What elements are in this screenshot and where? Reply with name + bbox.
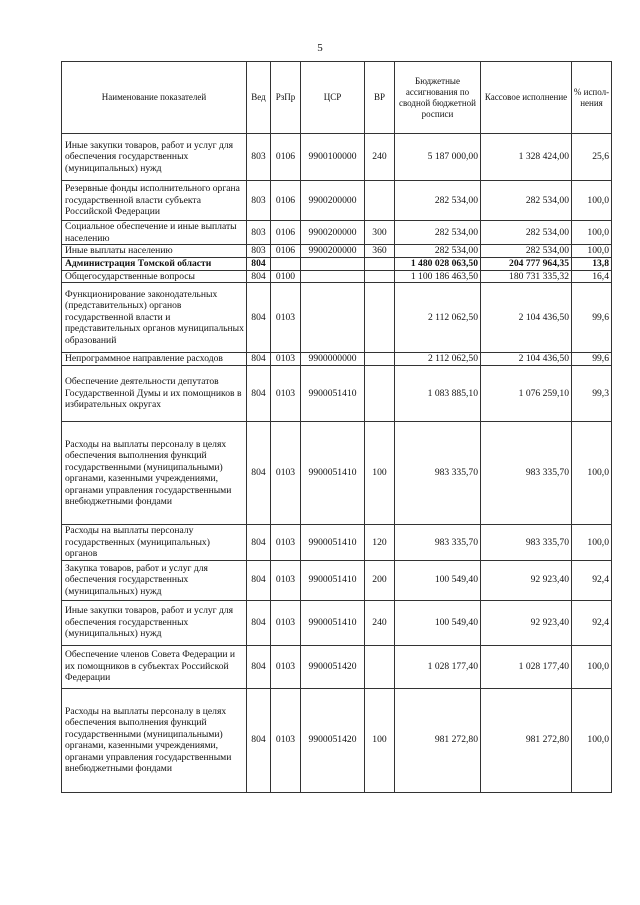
- cell-cash: 983 335,70: [481, 422, 572, 525]
- cell-vr: [365, 645, 395, 688]
- cell-rzpr: 0103: [271, 525, 301, 561]
- cell-budget: 983 335,70: [395, 525, 481, 561]
- cell-csr: 9900051420: [301, 645, 365, 688]
- cell-pct: 25,6: [572, 134, 612, 181]
- header-pct: % испол-нения: [572, 62, 612, 134]
- cell-cash: 180 731 335,32: [481, 270, 572, 283]
- cell-csr: 9900100000: [301, 134, 365, 181]
- table-body: [62, 134, 612, 793]
- cell-vr: [365, 181, 395, 221]
- cell-vr: [365, 257, 395, 270]
- cell-ved: 804: [247, 366, 271, 422]
- table-row: [62, 560, 612, 600]
- table-header-row: [62, 62, 612, 134]
- cell-pct: 99,6: [572, 283, 612, 353]
- cell-rzpr: 0103: [271, 283, 301, 353]
- cell-pct: 100,0: [572, 245, 612, 258]
- cell-budget: 282 534,00: [395, 181, 481, 221]
- table-row: [62, 283, 612, 353]
- cell-pct: 100,0: [572, 645, 612, 688]
- cell-ved: 803: [247, 181, 271, 221]
- cell-cash: 282 534,00: [481, 221, 572, 245]
- cell-rzpr: [271, 257, 301, 270]
- cell-ved: 804: [247, 560, 271, 600]
- cell-name: Иные закупки товаров, работ и услуг для обеспечения государственных (муниципальных) нужд: [62, 134, 247, 181]
- cell-budget: 1 083 885,10: [395, 366, 481, 422]
- cell-name: Расходы на выплаты персоналу государственных (муниципальных) органов: [62, 525, 247, 561]
- header-name: Наименование показателей: [62, 62, 247, 134]
- cell-rzpr: 0100: [271, 270, 301, 283]
- cell-budget: 981 272,80: [395, 688, 481, 792]
- cell-ved: 803: [247, 221, 271, 245]
- cell-pct: 99,6: [572, 353, 612, 366]
- cell-csr: [301, 283, 365, 353]
- cell-name: Общегосударственные вопросы: [62, 270, 247, 283]
- cell-pct: 16,4: [572, 270, 612, 283]
- page-number: 5: [317, 42, 323, 54]
- cell-rzpr: 0103: [271, 366, 301, 422]
- cell-cash: 92 923,40: [481, 560, 572, 600]
- table-row: [62, 270, 612, 283]
- cell-vr: 100: [365, 688, 395, 792]
- table-row: [62, 688, 612, 792]
- cell-budget: 282 534,00: [395, 221, 481, 245]
- cell-pct: 100,0: [572, 221, 612, 245]
- cell-name: Резервные фонды исполнительного органа государственной власти субъекта Российской Федерации: [62, 181, 247, 221]
- cell-budget: 1 480 028 063,50: [395, 257, 481, 270]
- cell-csr: 9900051410: [301, 600, 365, 645]
- table-row: [62, 134, 612, 181]
- header-vr: ВР: [365, 62, 395, 134]
- cell-name: Обеспечение деятельности депутатов Государственной Думы и их помощников в избирательных округах: [62, 366, 247, 422]
- cell-ved: 804: [247, 422, 271, 525]
- cell-cash: 2 104 436,50: [481, 283, 572, 353]
- cell-cash: 1 076 259,10: [481, 366, 572, 422]
- cell-pct: 100,0: [572, 181, 612, 221]
- cell-budget: 100 549,40: [395, 560, 481, 600]
- cell-ved: 804: [247, 270, 271, 283]
- cell-cash: 983 335,70: [481, 525, 572, 561]
- cell-ved: 804: [247, 688, 271, 792]
- cell-cash: 282 534,00: [481, 245, 572, 258]
- cell-vr: 200: [365, 560, 395, 600]
- cell-budget: 282 534,00: [395, 245, 481, 258]
- cell-name: Иные закупки товаров, работ и услуг для обеспечения государственных (муниципальных) нужд: [62, 600, 247, 645]
- cell-cash: 204 777 964,35: [481, 257, 572, 270]
- cell-csr: [301, 257, 365, 270]
- header-cash: Кассовое исполнение: [481, 62, 572, 134]
- cell-name: Непрограммное направление расходов: [62, 353, 247, 366]
- cell-csr: 9900200000: [301, 221, 365, 245]
- cell-rzpr: 0106: [271, 134, 301, 181]
- table-row: [62, 525, 612, 561]
- cell-vr: 360: [365, 245, 395, 258]
- cell-vr: [365, 283, 395, 353]
- table-row: [62, 257, 612, 270]
- cell-rzpr: 0103: [271, 560, 301, 600]
- cell-cash: 282 534,00: [481, 181, 572, 221]
- cell-csr: 9900051410: [301, 366, 365, 422]
- cell-budget: 983 335,70: [395, 422, 481, 525]
- cell-csr: 9900051420: [301, 688, 365, 792]
- cell-budget: 1 100 186 463,50: [395, 270, 481, 283]
- cell-vr: 240: [365, 134, 395, 181]
- table-row: [62, 600, 612, 645]
- cell-name: Расходы на выплаты персоналу в целях обеспечения выполнения функций государственными (муниципальными) органами, казенными учреждениями, органами управления государственными внебюджетными фондами: [62, 422, 247, 525]
- table-row: [62, 422, 612, 525]
- cell-csr: [301, 270, 365, 283]
- cell-name: Социальное обеспечение и иные выплаты населению: [62, 221, 247, 245]
- table-row: [62, 353, 612, 366]
- cell-pct: 13,8: [572, 257, 612, 270]
- cell-csr: 9900200000: [301, 245, 365, 258]
- cell-cash: 981 272,80: [481, 688, 572, 792]
- cell-cash: 2 104 436,50: [481, 353, 572, 366]
- cell-vr: [365, 353, 395, 366]
- cell-budget: 100 549,40: [395, 600, 481, 645]
- table-row: [62, 181, 612, 221]
- header-csr: ЦСР: [301, 62, 365, 134]
- cell-rzpr: 0103: [271, 422, 301, 525]
- cell-rzpr: 0106: [271, 181, 301, 221]
- header-ved: Вед: [247, 62, 271, 134]
- cell-pct: 99,3: [572, 366, 612, 422]
- cell-name: Обеспечение членов Совета Федерации и их помощников в субъектах Российской Федерации: [62, 645, 247, 688]
- cell-name: Администрация Томской области: [62, 257, 247, 270]
- cell-vr: 120: [365, 525, 395, 561]
- cell-csr: 9900051410: [301, 422, 365, 525]
- cell-pct: 100,0: [572, 688, 612, 792]
- cell-budget: 2 112 062,50: [395, 283, 481, 353]
- cell-ved: 804: [247, 645, 271, 688]
- cell-vr: [365, 366, 395, 422]
- cell-name: Закупка товаров, работ и услуг для обеспечения государственных (муниципальных) нужд: [62, 560, 247, 600]
- header-budget: Бюджетные ассигнования по сводной бюджетной росписи: [395, 62, 481, 134]
- cell-name: Иные выплаты населению: [62, 245, 247, 258]
- cell-pct: 92,4: [572, 600, 612, 645]
- cell-csr: 9900051410: [301, 560, 365, 600]
- cell-ved: 803: [247, 245, 271, 258]
- cell-vr: 240: [365, 600, 395, 645]
- cell-ved: 804: [247, 600, 271, 645]
- cell-ved: 803: [247, 134, 271, 181]
- cell-rzpr: 0103: [271, 353, 301, 366]
- cell-csr: 9900000000: [301, 353, 365, 366]
- budget-table: [61, 61, 612, 793]
- cell-rzpr: 0103: [271, 645, 301, 688]
- cell-ved: 804: [247, 353, 271, 366]
- cell-pct: 92,4: [572, 560, 612, 600]
- cell-vr: 100: [365, 422, 395, 525]
- cell-vr: 300: [365, 221, 395, 245]
- cell-cash: 1 028 177,40: [481, 645, 572, 688]
- header-rzpr: РзПр: [271, 62, 301, 134]
- cell-name: Функционирование законодательных (представительных) органов государственной власти и представительных органов муниципальных образований: [62, 283, 247, 353]
- cell-rzpr: 0106: [271, 221, 301, 245]
- table-row: [62, 221, 612, 245]
- table-row: [62, 366, 612, 422]
- cell-budget: 5 187 000,00: [395, 134, 481, 181]
- cell-ved: 804: [247, 257, 271, 270]
- cell-rzpr: 0103: [271, 688, 301, 792]
- cell-pct: 100,0: [572, 422, 612, 525]
- cell-ved: 804: [247, 283, 271, 353]
- cell-rzpr: 0103: [271, 600, 301, 645]
- table-row: [62, 645, 612, 688]
- cell-name: Расходы на выплаты персоналу в целях обеспечения выполнения функций государственными (муниципальными) органами, казенными учреждениями, органами управления государственными внебюджетными фондами: [62, 688, 247, 792]
- cell-csr: 9900051410: [301, 525, 365, 561]
- cell-rzpr: 0106: [271, 245, 301, 258]
- cell-ved: 804: [247, 525, 271, 561]
- cell-pct: 100,0: [572, 525, 612, 561]
- cell-csr: 9900200000: [301, 181, 365, 221]
- cell-cash: 1 328 424,00: [481, 134, 572, 181]
- cell-budget: 2 112 062,50: [395, 353, 481, 366]
- cell-vr: [365, 270, 395, 283]
- table-row: [62, 245, 612, 258]
- cell-budget: 1 028 177,40: [395, 645, 481, 688]
- cell-cash: 92 923,40: [481, 600, 572, 645]
